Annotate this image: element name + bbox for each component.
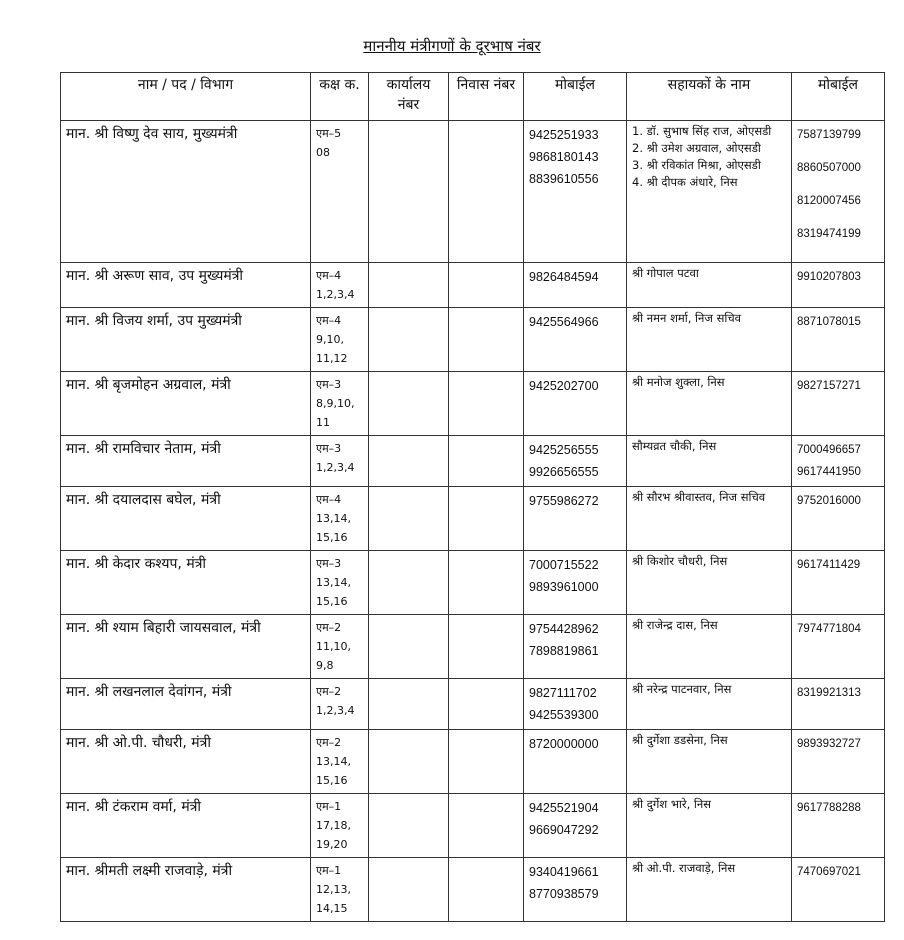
minister-phone-directory-table [60, 72, 885, 922]
assistant-mobile-cell [792, 121, 885, 263]
mobile-number: 9893961000 [529, 580, 599, 594]
assistant-mobile-number: 7470697021 [797, 866, 861, 878]
assistant-name: 3. श्री रविकांत मिश्रा, ओएसडी [632, 158, 761, 172]
assistant-names-cell [627, 308, 792, 372]
room-number-line: एम–4 [316, 314, 342, 327]
office-number-cell [369, 615, 449, 679]
assistant-mobile-cell [792, 308, 885, 372]
room-number-line: 1,2,3,4 [316, 461, 355, 474]
mobile-number: 9425539300 [529, 708, 599, 722]
table-row [61, 858, 885, 922]
assistant-mobile-cell [792, 551, 885, 615]
assistant-names-cell [627, 263, 792, 308]
table-row [61, 436, 885, 487]
header-residence-number: निवास नंबर [449, 73, 524, 121]
room-number-cell [311, 487, 369, 551]
assistant-name: श्री राजेन्द्र दास, निस [632, 618, 718, 632]
room-number-line: 15,16 [316, 595, 348, 608]
minister-name-cell: मान. श्रीमती लक्ष्मी राजवाड़े, मंत्री [61, 858, 311, 922]
minister-name-cell: मान. श्री विजय शर्मा, उप मुख्यमंत्री [61, 308, 311, 372]
assistant-name: श्री सौरभ श्रीवास्तव, निज सचिव [632, 490, 766, 504]
table-body [61, 121, 885, 922]
room-number-line: 13,14, [316, 576, 351, 589]
room-number-line: 9,8 [316, 659, 334, 672]
minister-name-cell: मान. श्री अरूण साव, उप मुख्यमंत्री [61, 263, 311, 308]
room-number-line: 11 [316, 416, 330, 429]
assistant-name: श्री ओ.पी. राजवाड़े, निस [632, 861, 736, 875]
minister-name-cell: मान. श्री लखनलाल देवांगन, मंत्री [61, 679, 311, 730]
residence-number-cell [449, 121, 524, 263]
residence-number-cell [449, 436, 524, 487]
assistant-name: सौम्यव्रत चौकी, निस [632, 439, 717, 453]
assistant-mobile-number: 8860507000 [797, 162, 861, 174]
residence-number-cell [449, 263, 524, 308]
mobile-number-cell [524, 679, 627, 730]
assistant-mobile-number: 9617441950 [797, 466, 861, 478]
mobile-number: 9340419661 [529, 865, 599, 879]
residence-number-cell [449, 372, 524, 436]
room-number-line: 12,13, [316, 883, 351, 896]
table-row [61, 679, 885, 730]
office-number-cell [369, 263, 449, 308]
minister-name-cell: मान. श्री श्याम बिहारी जायसवाल, मंत्री [61, 615, 311, 679]
residence-number-cell [449, 679, 524, 730]
office-number-cell [369, 121, 449, 263]
mobile-number: 8770938579 [529, 887, 599, 901]
office-number-cell [369, 730, 449, 794]
assistant-name: श्री नमन शर्मा, निज सचिव [632, 311, 742, 325]
mobile-number: 7000715522 [529, 558, 599, 572]
mobile-number-cell [524, 794, 627, 858]
residence-number-cell [449, 730, 524, 794]
table-row [61, 121, 885, 263]
assistant-mobile-cell [792, 679, 885, 730]
room-number-line: एम–5 [316, 127, 342, 140]
mobile-number: 7898819861 [529, 644, 599, 658]
room-number-line: 15,16 [316, 774, 348, 787]
room-number-line: एम–4 [316, 493, 342, 506]
room-number-line: 08 [316, 146, 330, 159]
mobile-number-cell [524, 263, 627, 308]
residence-number-cell [449, 308, 524, 372]
assistant-names-cell [627, 121, 792, 263]
residence-number-cell [449, 858, 524, 922]
assistant-names-cell [627, 858, 792, 922]
mobile-number: 9926656555 [529, 465, 599, 479]
office-number-cell [369, 436, 449, 487]
mobile-number: 8839610556 [529, 172, 599, 186]
mobile-number-cell [524, 730, 627, 794]
mobile-number: 8720000000 [529, 737, 599, 751]
assistant-names-cell [627, 794, 792, 858]
header-mobile: मोबाईल [524, 73, 627, 121]
room-number-cell [311, 858, 369, 922]
room-number-line: 17,18, [316, 819, 351, 832]
table-row [61, 794, 885, 858]
mobile-number: 9755986272 [529, 494, 599, 508]
room-number-cell [311, 436, 369, 487]
assistant-names-cell [627, 730, 792, 794]
room-number-line: एम–1 [316, 864, 342, 877]
mobile-number-cell [524, 551, 627, 615]
mobile-number: 9425202700 [529, 379, 599, 393]
table-row [61, 551, 885, 615]
office-number-cell [369, 487, 449, 551]
table-header-row [61, 73, 885, 121]
header-name: नाम / पद / विभाग [61, 73, 311, 121]
assistant-name: श्री दुर्गेश भारे, निस [632, 797, 712, 811]
office-number-cell [369, 308, 449, 372]
header-office-number: कार्यालय नंबर [369, 73, 449, 121]
minister-name-cell: मान. श्री टंकराम वर्मा, मंत्री [61, 794, 311, 858]
assistant-mobile-cell [792, 615, 885, 679]
assistant-mobile-number: 8319474199 [797, 228, 861, 240]
assistant-mobile-cell [792, 730, 885, 794]
room-number-line: 14,15 [316, 902, 348, 915]
assistant-name: श्री नरेन्द्र पाटनवार, निस [632, 682, 732, 696]
room-number-cell [311, 551, 369, 615]
room-number-line: 1,2,3,4 [316, 288, 355, 301]
room-number-line: एम–4 [316, 269, 342, 282]
room-number-line: 13,14, [316, 512, 351, 525]
room-number-line: 9,10, [316, 333, 344, 346]
mobile-number: 9754428962 [529, 622, 599, 636]
assistant-mobile-number: 8871078015 [797, 316, 861, 328]
assistant-mobile-number: 9617411429 [797, 559, 861, 571]
mobile-number-cell [524, 121, 627, 263]
room-number-line: 1,2,3,4 [316, 704, 355, 717]
table-row [61, 308, 885, 372]
assistant-names-cell [627, 372, 792, 436]
mobile-number: 9425251933 [529, 128, 599, 142]
assistant-mobile-cell [792, 487, 885, 551]
office-number-cell [369, 551, 449, 615]
assistant-mobile-number: 9617788288 [797, 802, 861, 814]
minister-name-cell: मान. श्री दयालदास बघेल, मंत्री [61, 487, 311, 551]
assistant-names-cell [627, 551, 792, 615]
office-number-cell [369, 679, 449, 730]
assistant-names-cell [627, 679, 792, 730]
assistant-mobile-number: 7000496657 [797, 444, 861, 456]
room-number-line: एम–3 [316, 378, 342, 391]
room-number-line: एम–2 [316, 621, 342, 634]
assistant-name: 2. श्री उमेश अग्रवाल, ओएसडी [632, 141, 761, 155]
room-number-line: एम–3 [316, 557, 342, 570]
mobile-number-cell [524, 436, 627, 487]
room-number-line: एम–1 [316, 800, 342, 813]
room-number-cell [311, 679, 369, 730]
room-number-cell [311, 121, 369, 263]
assistant-mobile-number: 9910207803 [797, 271, 861, 283]
room-number-cell [311, 263, 369, 308]
room-number-line: एम–2 [316, 736, 342, 749]
assistant-name: 4. श्री दीपक अंधारे, निस [632, 175, 738, 189]
header-assistants: सहायकों के नाम [627, 73, 792, 121]
minister-name-cell: मान. श्री रामविचार नेताम, मंत्री [61, 436, 311, 487]
residence-number-cell [449, 487, 524, 551]
assistant-names-cell [627, 615, 792, 679]
document-title: माननीय मंत्रीगणों के दूरभाष नंबर [363, 37, 541, 55]
assistant-mobile-number: 8120007456 [797, 195, 861, 207]
mobile-number-cell [524, 615, 627, 679]
room-number-line: एम–2 [316, 685, 342, 698]
mobile-number: 9826484594 [529, 270, 599, 284]
mobile-number: 9425256555 [529, 443, 599, 457]
office-number-cell [369, 794, 449, 858]
header-room: कक्ष क. [311, 73, 369, 121]
table-row [61, 263, 885, 308]
header-assistant-mobile: मोबाईल [792, 73, 885, 121]
table-row [61, 372, 885, 436]
minister-name-cell: मान. श्री विष्णु देव साय, मुख्यमंत्री [61, 121, 311, 263]
room-number-line: 19,20 [316, 838, 348, 851]
room-number-cell [311, 794, 369, 858]
assistant-mobile-cell [792, 794, 885, 858]
assistant-mobile-number: 7587139799 [797, 129, 861, 141]
assistant-mobile-number: 9893932727 [797, 738, 861, 750]
room-number-line: एम–3 [316, 442, 342, 455]
residence-number-cell [449, 551, 524, 615]
mobile-number-cell [524, 308, 627, 372]
minister-name-cell: मान. श्री केदार कश्यप, मंत्री [61, 551, 311, 615]
mobile-number-cell [524, 372, 627, 436]
assistant-mobile-cell [792, 436, 885, 487]
assistant-mobile-number: 9752016000 [797, 495, 861, 507]
table-row [61, 615, 885, 679]
residence-number-cell [449, 794, 524, 858]
room-number-line: 8,9,10, [316, 397, 355, 410]
assistant-name: 1. डॉ. सुभाष सिंह राज, ओएसडी [632, 124, 772, 138]
room-number-line: 13,14, [316, 755, 351, 768]
room-number-line: 11,12 [316, 352, 348, 365]
assistant-names-cell [627, 436, 792, 487]
assistant-mobile-cell [792, 263, 885, 308]
residence-number-cell [449, 615, 524, 679]
mobile-number: 9868180143 [529, 150, 599, 164]
assistant-names-cell [627, 487, 792, 551]
assistant-name: श्री मनोज शुक्ला, निस [632, 375, 725, 389]
mobile-number: 9425521904 [529, 801, 599, 815]
minister-name-cell: मान. श्री बृजमोहन अग्रवाल, मंत्री [61, 372, 311, 436]
assistant-mobile-number: 8319921313 [797, 687, 861, 699]
room-number-cell [311, 372, 369, 436]
mobile-number: 9425564966 [529, 315, 599, 329]
mobile-number-cell [524, 487, 627, 551]
assistant-mobile-number: 7974771804 [797, 623, 861, 635]
assistant-mobile-number: 9827157271 [797, 380, 861, 392]
room-number-line: 15,16 [316, 531, 348, 544]
assistant-mobile-cell [792, 372, 885, 436]
assistant-name: श्री किशोर चौधरी, निस [632, 554, 728, 568]
assistant-name: श्री गोपाल पटवा [632, 266, 699, 280]
mobile-number: 9669047292 [529, 823, 599, 837]
office-number-cell [369, 858, 449, 922]
room-number-cell [311, 730, 369, 794]
table-row [61, 487, 885, 551]
room-number-line: 11,10, [316, 640, 351, 653]
minister-name-cell: मान. श्री ओ.पी. चौधरी, मंत्री [61, 730, 311, 794]
office-number-cell [369, 372, 449, 436]
assistant-mobile-cell [792, 858, 885, 922]
assistant-name: श्री दुर्गेशा डडसेना, निस [632, 733, 728, 747]
room-number-cell [311, 308, 369, 372]
mobile-number-cell [524, 858, 627, 922]
table-row [61, 730, 885, 794]
mobile-number: 9827111702 [529, 686, 597, 700]
room-number-cell [311, 615, 369, 679]
